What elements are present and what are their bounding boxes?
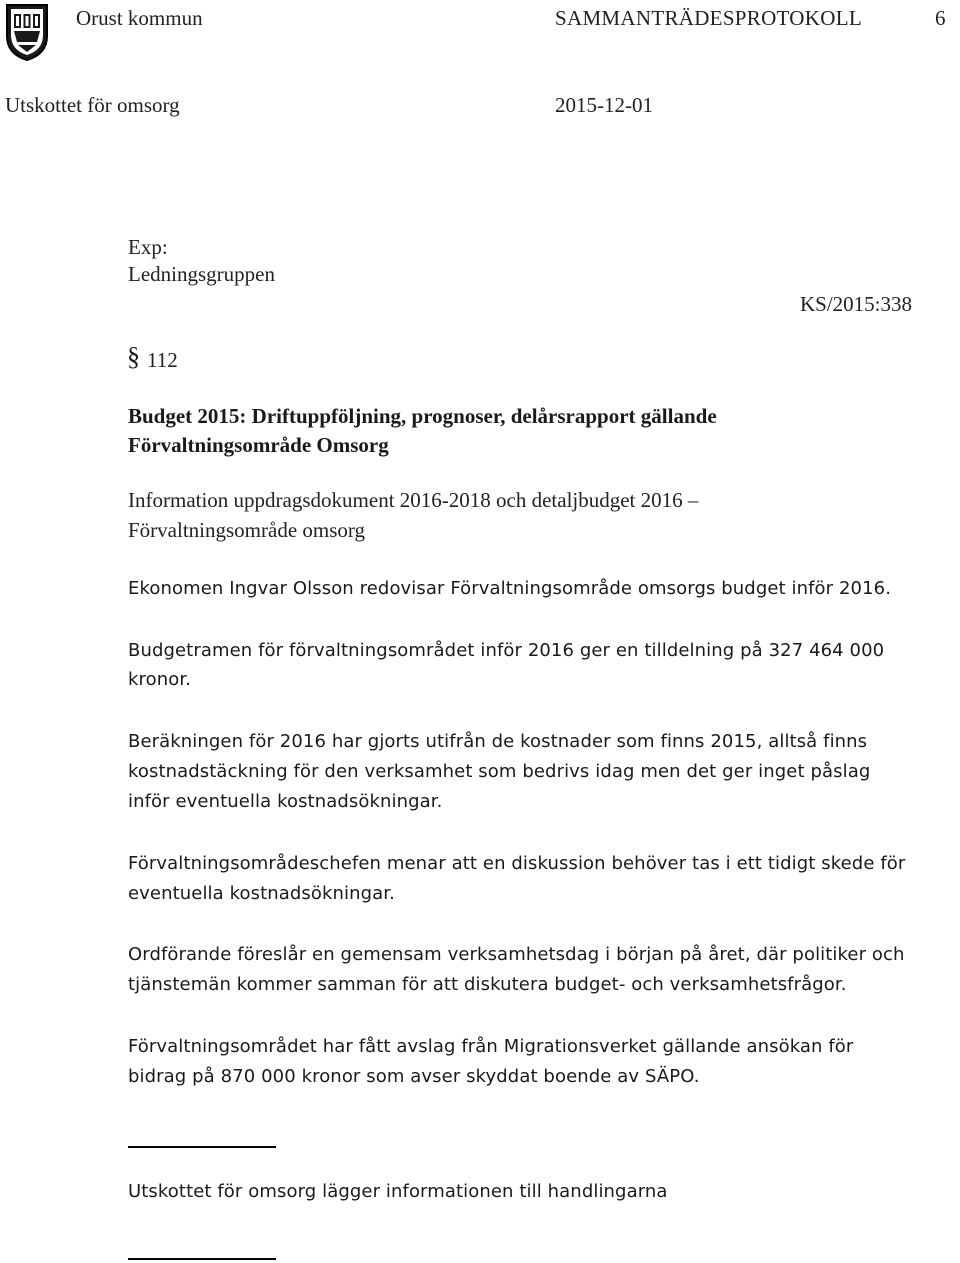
paragraph-discussion-line1: Förvaltningsområdeschefen menar att en diskussion behöver tas i ett tidigt skede för [128,853,906,874]
page-number: 6 [935,6,946,30]
municipality-name: Orust kommun [76,6,203,30]
section-subtitle-line2: Förvaltningsområde omsorg [128,518,366,542]
municipality-coat-of-arms-icon [4,2,50,62]
paragraph-chair-proposal-line1: Ordförande föreslår en gemensam verksamhetsdag i början på året, där politiker och [128,944,905,965]
paragraph-migration-line1: Förvaltningsområdet har fått avslag från Migrationsverket gällande ansökan för [128,1036,854,1057]
separator-line-top [128,1146,276,1148]
section-number: 112 [147,348,178,372]
section-subtitle-line1: Information uppdragsdokument 2016-2018 och detaljbudget 2016 – [128,488,699,512]
section-sign-icon: § [127,342,140,371]
section-title-line2: Förvaltningsområde Omsorg [128,433,389,457]
paragraph-discussion-line2: eventuella kostnadsökningar. [128,883,395,904]
separator-line-bottom [128,1258,276,1260]
paragraph-chair-proposal-line2: tjänstemän kommer samman för att diskutera budget- och verksamhetsfrågor. [128,974,847,995]
meeting-date: 2015-12-01 [555,93,653,117]
paragraph-calculation-line3: inför eventuella kostnadsökningar. [128,791,443,812]
paragraph-budget-frame-line1: Budgetramen för förvaltningsområdet inför 2016 ger en tilldelning på 327 464 000 [128,640,885,661]
exp-label: Exp: [128,235,168,259]
paragraph-calculation-line2: kostnadstäckning för den verksamhet som bedrivs idag men det ger inget påslag [128,761,871,782]
case-number: KS/2015:338 [800,292,913,316]
exp-recipient: Ledningsgruppen [128,262,275,286]
committee-name: Utskottet för omsorg [5,93,180,117]
document-type: SAMMANTRÄDESPROTOKOLL [555,6,862,30]
paragraph-budget-frame-line2: kronor. [128,669,192,690]
section-title-line1: Budget 2015: Driftuppföljning, prognoser, delårsrapport gällande [128,404,717,428]
paragraph-presentation: Ekonomen Ingvar Olsson redovisar Förvaltningsområde omsorgs budget inför 2016. [128,578,892,599]
decision-text: Utskottet för omsorg lägger informationen till handlingarna [128,1181,668,1202]
paragraph-calculation-line1: Beräkningen för 2016 har gjorts utifrån de kostnader som finns 2015, alltså finns [128,731,868,752]
paragraph-migration-line2: bidrag på 870 000 kronor som avser skyddat boende av SÄPO. [128,1066,700,1087]
